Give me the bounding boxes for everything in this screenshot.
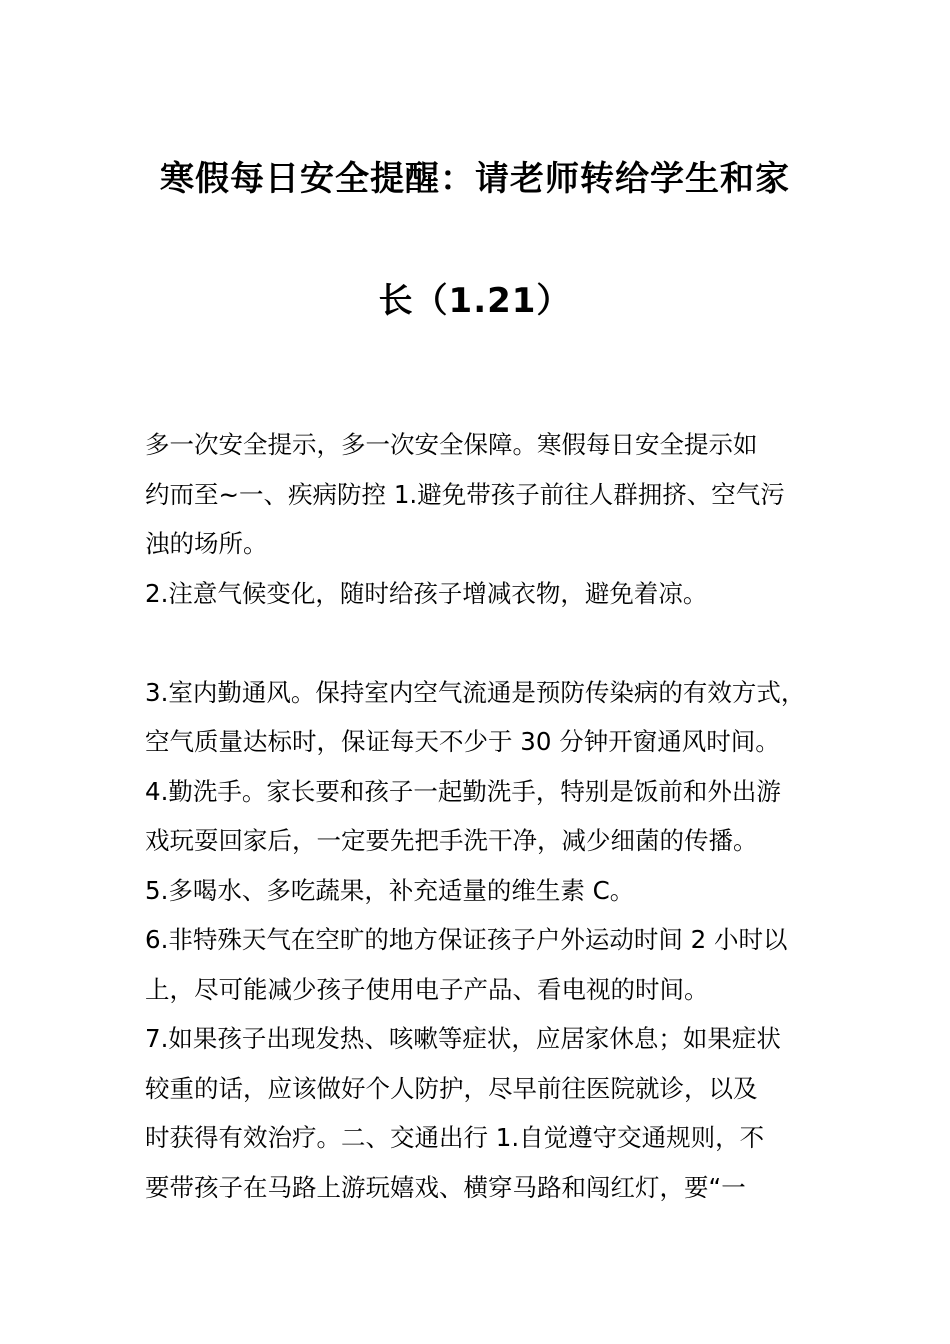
document-body [145, 420, 815, 1212]
blank-line [145, 618, 815, 668]
body-line: 较重的话，应该做好个人防护，尽早前往医院就诊，以及 [145, 1073, 758, 1103]
body-line: 6.非特殊天气在空旷的地方保证孩子户外运动时间 2 小时以 [145, 925, 788, 954]
body-line: 时获得有效治疗。二、交通出行 1.自觉遵守交通规则，不 [145, 1123, 765, 1152]
body-line: 7.如果孩子出现发热、咳嗽等症状，应居家休息；如果症状 [145, 1024, 781, 1053]
body-line: 要带孩子在马路上游玩嬉戏、横穿马路和闯红灯，要“一 [145, 1172, 746, 1202]
body-line: 2.注意气候变化，随时给孩子增减衣物，避免着凉。 [145, 578, 708, 608]
body-line: 戏玩耍回家后，一定要先把手洗干净，减少细菌的传播。 [145, 826, 758, 855]
body-line: 浊的场所。 [145, 529, 268, 558]
body-line: 约而至~一、疾病防控 1.避免带孩子前往人群拥挤、空气污 [145, 479, 785, 509]
body-line: 上，尽可能减少孩子使用电子产品、看电视的时间。 [145, 974, 709, 1004]
body-line: 3.室内勤通风。保持室内空气流通是预防传染病的有效方式， [145, 677, 806, 707]
body-line: 5.多喝水、多吃蔬果，补充适量的维生素 C。 [145, 875, 635, 905]
document-title-line-1: 寒假每日安全提醒：请老师转给学生和家 [160, 159, 790, 199]
document-title-line-2: 长（1.21） [378, 281, 572, 321]
body-line: 4.勤洗手。家长要和孩子一起勤洗手，特别是饭前和外出游 [145, 776, 781, 806]
body-line: 多一次安全提示，多一次安全保障。寒假每日安全提示如 [145, 430, 758, 459]
body-line: 空气质量达标时，保证每天不少于 30 分钟开窗通风时间。 [145, 727, 780, 756]
